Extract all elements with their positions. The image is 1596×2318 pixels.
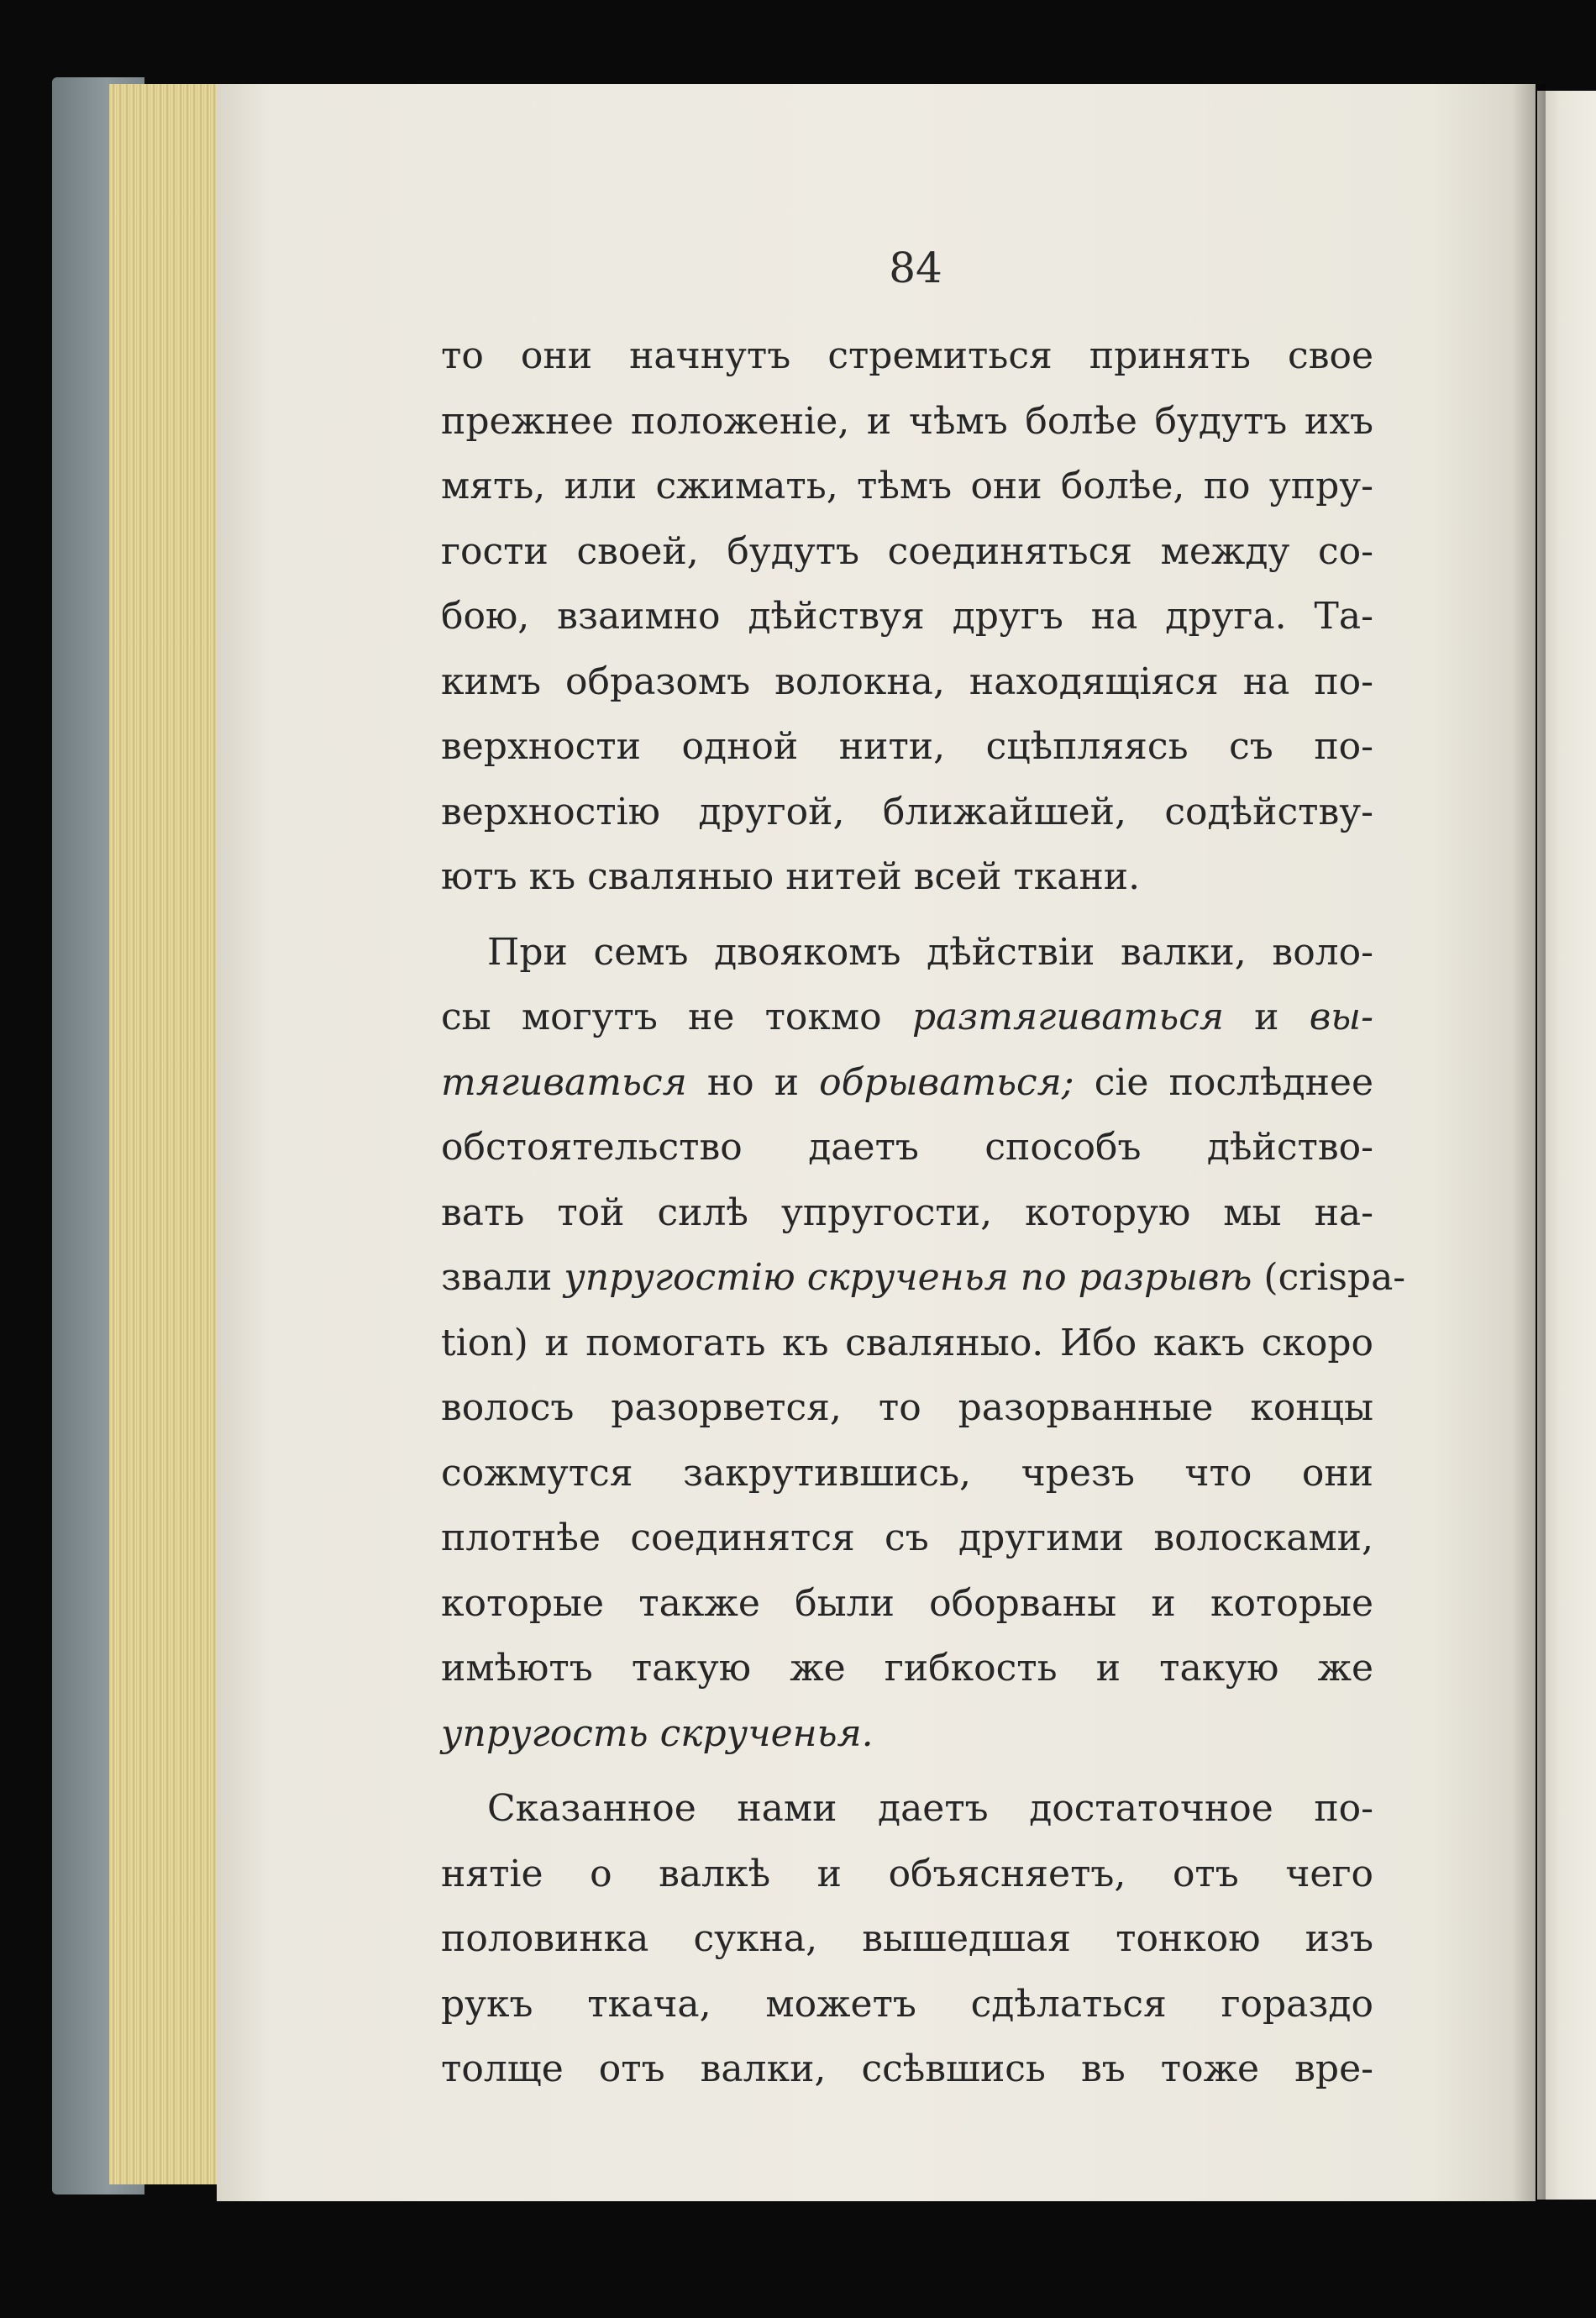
facing-page-edge [1537, 91, 1596, 2200]
text-run: сы могутъ не токмо [441, 996, 882, 1038]
text-line: прежнее положеніе, и чѣмъ болѣе будутъ ихъ [441, 399, 1373, 443]
text-line: Сказанное нами даетъ достаточное по- [487, 1787, 1373, 1830]
text-line-mixed [441, 1050, 1373, 1116]
text-line-mixed [441, 1245, 1406, 1311]
text-line: плотнѣе соединятся съ другими волосками, [441, 1516, 1373, 1559]
text-line: которые также были оборваны и которые [441, 1581, 1373, 1625]
text-line: ютъ къ сваляныо нитей всей ткани. [441, 855, 1141, 898]
text-line: нятіе о валкѣ и объясняетъ, отъ чего [441, 1852, 1373, 1895]
text-line: то они начнутъ стремиться принять свое [441, 334, 1373, 377]
page-number: 84 [889, 244, 942, 292]
text-line: tion) и помогать къ сваляныо. Ибо какъ скоро [441, 1321, 1373, 1364]
text-run: но и [686, 1060, 820, 1104]
text-line: обстоятельство даетъ способъ дѣйство- [441, 1126, 1373, 1169]
text-line: рукъ ткача, можетъ сдѣлаться гораздо [441, 1982, 1373, 2026]
text-line: При семъ двоякомъ дѣйствіи валки, воло- [487, 930, 1373, 974]
text-line: верхности одной нити, сцѣпляясь съ по- [441, 725, 1373, 768]
text-run: сіе послѣднее [1074, 1060, 1373, 1104]
text-line: вать той силѣ упругости, которую мы на- [441, 1191, 1373, 1234]
italic-term: разтягиваться [911, 996, 1224, 1038]
text-line: верхностію другой, ближайшей, содѣйству- [441, 790, 1373, 833]
text-run: (crispa- [1252, 1256, 1406, 1299]
text-line: имѣютъ такую же гибкость и такую же [441, 1647, 1373, 1690]
text-line: гости своей, будутъ соединяться между со- [441, 529, 1373, 573]
text-line-mixed [441, 985, 1373, 1050]
gutter-shadow [1512, 84, 1546, 2201]
italic-term: вы- [1309, 996, 1373, 1038]
text-line: мять, или сжимать, тѣмъ они болѣе, по упру- [441, 465, 1373, 507]
text-line: сожмутся закрутившись, чрезъ что они [441, 1451, 1373, 1495]
italic-term: тягиваться [441, 1060, 687, 1104]
text-run: и [1223, 996, 1310, 1038]
text-line: толще отъ валки, ссѣвшись въ тоже вре- [441, 2047, 1373, 2090]
italic-term: упругость скрученья. [441, 1711, 874, 1755]
text-line: волосъ разорвется, то разорванные концы [441, 1386, 1373, 1429]
body-text [441, 323, 1406, 2102]
text-line: половинка сукна, вышедшая тонкою изъ [441, 1917, 1373, 1960]
italic-term: упругостію скрученья по разрывѣ [564, 1256, 1252, 1299]
text-run: звали [441, 1256, 564, 1299]
italic-term: обрываться; [819, 1060, 1074, 1104]
text-line: бою, взаимно дѣйствуя другъ на друга. Та- [441, 595, 1373, 638]
text-line: кимъ образомъ волокна, находящіяся на по- [441, 660, 1373, 703]
